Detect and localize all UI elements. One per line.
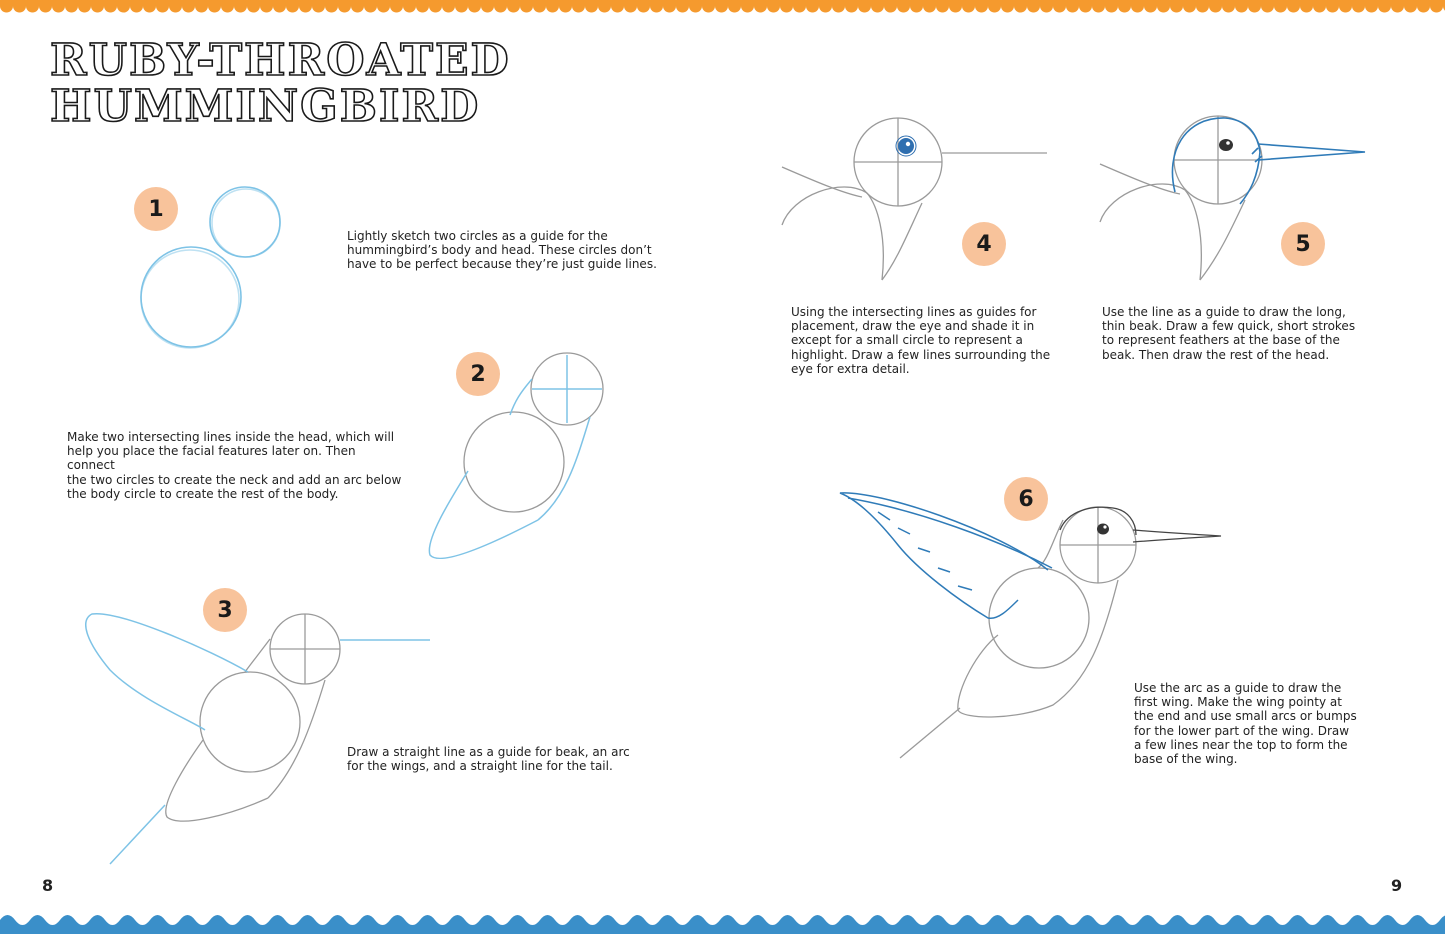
top-scalloped-border — [0, 0, 1445, 14]
bottom-wave-border — [0, 908, 1445, 934]
step-3-sketch — [80, 600, 440, 870]
step-6-text: Use the arc as a guide to draw the first wing. Make the wing pointy at the end and use small arcs or bumps for the lower part of the wing. Draw a few lines near the top to form the base of the wing. — [1134, 681, 1357, 767]
step-3-badge: 3 — [203, 588, 247, 632]
step-4-badge: 4 — [962, 222, 1006, 266]
step-5-badge: 5 — [1281, 222, 1325, 266]
title-line-1: RUBY-THROATED — [50, 35, 511, 86]
step-3-text: Draw a straight line as a guide for beak, an arc for the wings, and a straight line for the tail. — [347, 745, 630, 774]
page-title — [50, 35, 511, 132]
step-2-sketch — [420, 345, 620, 565]
step-5-sketch — [1100, 112, 1375, 284]
step-6-badge: 6 — [1004, 477, 1048, 521]
page-number-right: 9 — [1391, 876, 1403, 895]
step-1-text: Lightly sketch two circles as a guide for the hummingbird’s body and head. These circles don’t have to be perfect because they’re just guide lines. — [347, 229, 657, 272]
step-5-text: Use the line as a guide to draw the long, thin beak. Draw a few quick, short strokes to represent feathers at the base of the beak. Then draw the rest of the head. — [1102, 305, 1356, 362]
title-line-2: HUMMINGBIRD — [50, 81, 481, 132]
step-2-text: Make two intersecting lines inside the head, which will help you place the facial features later on. Then connect the two circles to create the neck and add an arc below the body circle to create the rest of the body. — [67, 430, 402, 501]
step-1-sketch — [130, 180, 300, 360]
step-4-text: Using the intersecting lines as guides for placement, draw the eye and shade it in except for a small circle to represent a highlight. Draw a few lines surrounding the eye for extra detail. — [791, 305, 1051, 376]
step-4-sketch — [782, 115, 1057, 285]
step-1-badge: 1 — [134, 187, 178, 231]
step-2-badge: 2 — [456, 352, 500, 396]
page-number-left: 8 — [42, 876, 54, 895]
